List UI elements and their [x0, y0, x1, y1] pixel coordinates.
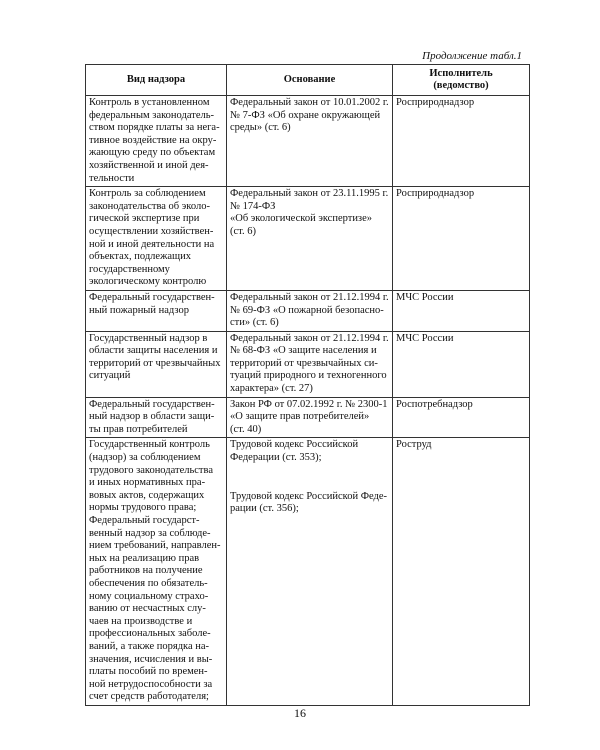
table-row [86, 290, 530, 331]
basis-labor-code-353: Трудовой кодекс Российской Федерации (ст. 353); [230, 439, 359, 464]
cell-executor: Роструд [393, 438, 530, 705]
cell-executor: МЧС России [393, 290, 530, 331]
supervision-table [85, 64, 530, 706]
cell-basis: Федеральный закон от 21.12.1994 г. № 69-ФЗ «О пожарной безопасно- сти» (ст. 6) [227, 290, 393, 331]
cell-basis [227, 438, 393, 705]
header-basis: Основание [227, 65, 393, 96]
cell-supervision-type: Федеральный государствен- ный пожарный надзор [86, 290, 227, 331]
cell-supervision-type: Федеральный государствен- ный надзор в области защи- ты прав потребителей [86, 397, 227, 438]
table-header-row [86, 65, 530, 96]
table-row [86, 438, 530, 705]
header-executor: Исполнитель (ведомство) [393, 65, 530, 96]
header-supervision-type: Вид надзора [86, 65, 227, 96]
cell-supervision-type: Контроль в установленном федеральным законодатель- ством порядке платы за нега- тивное воздействие на окру- жающую среду по объектам хозяйственной и иной дея- тельности [86, 96, 227, 187]
basis-labor-code-356: Трудовой кодекс Российской Феде- рации (ст. 356); [230, 490, 388, 515]
table-row [86, 187, 530, 291]
cell-basis: Федеральный закон от 23.11.1995 г. № 174-ФЗ «Об экологической экспертизе» (ст. 6) [227, 187, 393, 291]
table-row [86, 331, 530, 397]
cell-executor: Росприроднадзор [393, 187, 530, 291]
table-row [86, 397, 530, 438]
cell-basis: Федеральный закон от 21.12.1994 г. № 68-ФЗ «О защите населения и территорий от чрезвычайных си- туаций природного и техногенного характера» (ст. 27) [227, 331, 393, 397]
cell-executor: МЧС России [393, 331, 530, 397]
cell-supervision-type: Государственный надзор в области защиты населения и территорий от чрезвычайных ситуаций [86, 331, 227, 397]
page-number: 16 [294, 706, 306, 720]
table-row [86, 96, 530, 187]
cell-basis: Закон РФ от 07.02.1992 г. № 2300-1 «О защите прав потребителей» (ст. 40) [227, 397, 393, 438]
cell-basis: Федеральный закон от 10.01.2002 г. № 7-ФЗ «Об охране окружающей среды» (ст. 6) [227, 96, 393, 187]
cell-executor: Росприроднадзор [393, 96, 530, 187]
cell-supervision-type: Контроль за соблюдением законодательства об эколо- гической экспертизе при осуществлении хозяйствен- ной и иной деятельности на объектах, подлежащих государственному экологическому контролю [86, 187, 227, 291]
table-continuation-label: Продолжение табл.1 [422, 50, 522, 62]
cell-supervision-type: Государственный контроль (надзор) за соблюдением трудового законодательства и иных нормативных пра- вовых актов, содержащих нормы трудового права; Федеральный государст- венный надзор за соблюде- нием требований, направлен- ных на реализацию прав работников на получение обеспечения по обязатель- ному социальному страхо- ванию от несчастных слу- чаев на производстве и профессиональных заболе- ваний, а также порядка на- значения, исчисления и вы- платы пособий по времен- ной нетрудоспособности за счет средств работодателя; [86, 438, 227, 705]
cell-executor: Роспотребнадзор [393, 397, 530, 438]
